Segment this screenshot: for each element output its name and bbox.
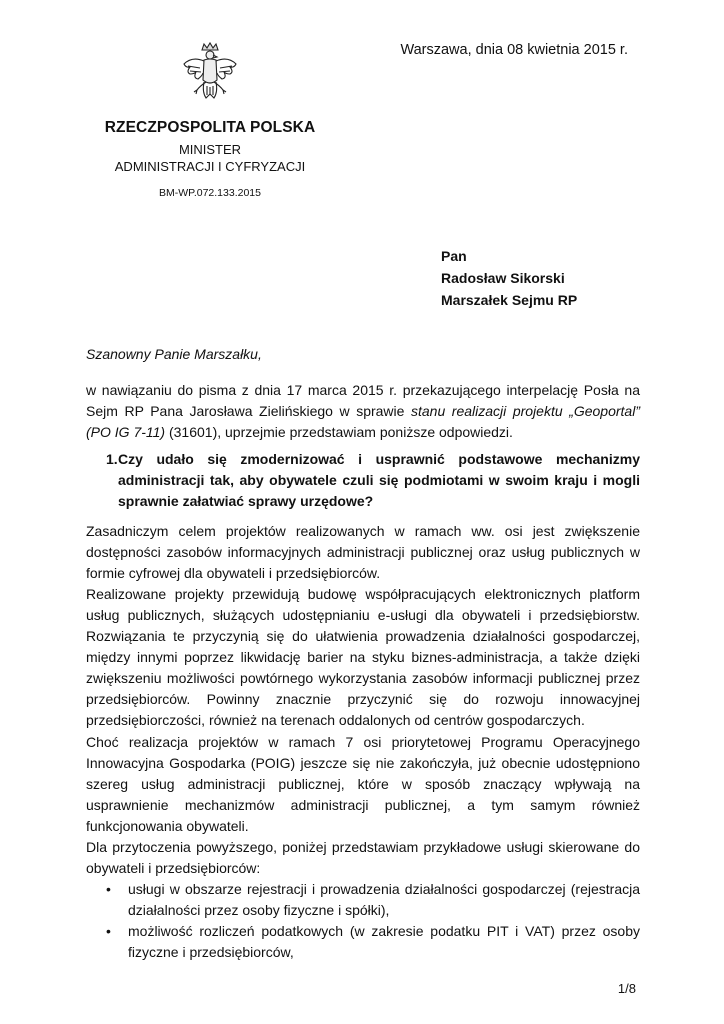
bullet-icon: • xyxy=(106,923,111,940)
addressee-title: Pan xyxy=(441,248,467,264)
list-item xyxy=(86,921,640,963)
republic-heading: RZECZPOSPOLITA POLSKA xyxy=(104,119,316,136)
paragraph-poig: Choć realizacja projektów w ramach 7 osi priorytetowej Programu Operacyjnego Innowacyjna Gospodarka (POIG) jeszcze się nie zakończyła, już obecnie udostępniono szereg usług administracji publicznej, które w sposób znaczący wpływają na usprawnienie mechanizmów administracji publicznej, a tym samym również funkcjonowania obywateli. xyxy=(86,733,640,834)
list-item-text: możliwość rozliczeń podatkowych (w zakresie podatku PIT i VAT) przez osoby fizyczne i przedsiębiorców, xyxy=(128,923,640,961)
bullet-icon: • xyxy=(106,881,111,898)
letter-date: Warszawa, dnia 08 kwietnia 2015 r. xyxy=(400,42,628,58)
addressee-name: Radosław Sikorski xyxy=(441,270,565,286)
question-list xyxy=(86,449,640,512)
page-number: 1/8 xyxy=(617,981,636,996)
minister-title xyxy=(92,141,328,175)
question-item xyxy=(86,449,640,512)
addressee-block xyxy=(441,245,577,311)
intro-project-title: stanu realizacji projektu „Geoportal” (PO IG 7-11) xyxy=(86,403,640,441)
paragraph-projects: Realizowane projekty przewidują budowę współpracujących elektronicznych platform usług publicznych, służących udostępnianiu e-usługi dla obywateli i przedsiębiorstw. Rozwiązania te przyczynią się do ułatwienia prowadzenia działalności gospodarczej, między innymi poprzez likwidację barier na styku biznes-administracja, a także dzięki zwiększeniu możliwości powtórnego wykorzystania zasobów informacji publicznej przez przedsiębiorców. Powinny znacznie przyczynić się do rozwoju innowacyjnej przedsiębiorczości, również na terenach oddalonych od centrów gospodarczych. xyxy=(86,585,640,729)
minister-line-1: MINISTER xyxy=(178,142,242,157)
list-item-text: usługi w obszarze rejestracji i prowadzenia działalności gospodarczej (rejestracja działalności przez osoby fizyczne i spółki), xyxy=(128,881,640,919)
question-text: Czy udało się zmodernizować i usprawnić podstawowe mechanizmy administracji tak, aby obywatele czuli się podmiotami w swoim kraju i mogli sprawnie załatwiać sprawy urzędowe? xyxy=(118,451,640,510)
services-list xyxy=(86,879,640,963)
paragraph-goal: Zasadniczym celem projektów realizowanych w ramach ww. osi jest zwiększenie dostępności zasobów informacyjnych administracji publicznej oraz usług publicznych w formie cyfrowej dla obywateli i przedsiębiorców. xyxy=(86,522,640,581)
list-item xyxy=(86,879,640,921)
minister-line-2: ADMINISTRACJI I CYFRYZACJI xyxy=(114,159,306,174)
question-number: 1. xyxy=(106,451,118,468)
paragraph-examples-intro: Dla przytoczenia powyższego, poniżej przedstawiam przykładowe usługi skierowane do obywateli i przedsiębiorców: xyxy=(86,838,640,877)
polish-eagle-emblem-icon xyxy=(180,40,240,108)
intro-text-end: (31601), uprzejmie przedstawiam poniższe odpowiedzi. xyxy=(165,424,513,441)
salutation: Szanowny Panie Marszałku, xyxy=(86,346,262,362)
letter-body xyxy=(86,380,640,964)
intro-paragraph xyxy=(86,380,640,443)
addressee-position: Marszałek Sejmu RP xyxy=(441,292,578,308)
reference-number: BM-WP.072.133.2015 xyxy=(159,187,261,199)
intro-text: w nawiązaniu do pisma z dnia 17 marca 2015 r. przekazującego interpelację Posła na Sejm RP Pana Jarosława Zielińskiego w sprawie xyxy=(86,382,640,420)
